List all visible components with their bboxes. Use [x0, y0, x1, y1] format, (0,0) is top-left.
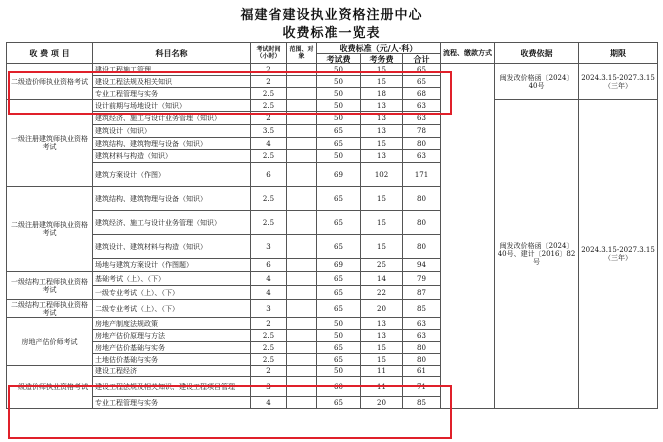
subject-name: 基础考试（上）、（下） — [93, 272, 251, 286]
exam-fee: 50 — [317, 100, 361, 112]
exam-hours: 2 — [251, 112, 287, 125]
exam-fee: 50 — [317, 366, 361, 377]
applicant-scope — [287, 76, 317, 88]
affairs-fee: 15 — [361, 235, 403, 259]
applicant-scope — [287, 397, 317, 409]
applicant-scope — [287, 138, 317, 150]
exam-hours: 2.5 — [251, 211, 287, 235]
total-fee: 78 — [403, 125, 441, 138]
exam-hours: 2.5 — [251, 100, 287, 112]
exam-fee: 50 — [317, 64, 361, 76]
exam-fee: 65 — [317, 138, 361, 150]
validity-period: 2024.3.15-2027.3.15（三年） — [579, 64, 658, 100]
subject-name: 专业工程管理与实务 — [93, 397, 251, 409]
applicant-scope — [287, 300, 317, 318]
header-applicant: 范围、对象 — [287, 43, 317, 64]
fee-basis: 闽发改价格函〔2024〕40号、建计〔2016〕82号 — [495, 100, 579, 409]
applicant-scope — [287, 377, 317, 397]
affairs-fee: 13 — [361, 100, 403, 112]
exam-fee: 50 — [317, 330, 361, 342]
subject-name: 一级专业考试（上）、（下） — [93, 286, 251, 300]
total-fee: 94 — [403, 259, 441, 272]
validity-period: 2024.3.15-2027.3.15（三年） — [579, 100, 658, 409]
affairs-fee: 11 — [361, 366, 403, 377]
total-fee: 65 — [403, 76, 441, 88]
total-fee: 63 — [403, 330, 441, 342]
applicant-scope — [287, 259, 317, 272]
exam-fee: 65 — [317, 286, 361, 300]
exam-fee: 50 — [317, 150, 361, 163]
exam-fee: 60 — [317, 377, 361, 397]
exam-hours: 3 — [251, 235, 287, 259]
total-fee: 80 — [403, 235, 441, 259]
affairs-fee: 20 — [361, 397, 403, 409]
page-subtitle: 收费标准一览表 — [282, 26, 381, 41]
exam-category: 一级结构工程师执业资格考试 — [7, 272, 93, 300]
exam-hours: 6 — [251, 163, 287, 187]
subject-name: 设计前期与场地设计（知识） — [93, 100, 251, 112]
exam-fee: 65 — [317, 397, 361, 409]
header-basis: 收费依据 — [495, 43, 579, 64]
total-fee: 63 — [403, 150, 441, 163]
exam-fee: 65 — [317, 300, 361, 318]
header-period: 期限 — [579, 43, 658, 64]
subject-name: 建设工程经济 — [93, 366, 251, 377]
exam-fee: 50 — [317, 112, 361, 125]
exam-hours: 3.5 — [251, 125, 287, 138]
affairs-fee: 18 — [361, 88, 403, 100]
affairs-fee: 102 — [361, 163, 403, 187]
affairs-fee: 13 — [361, 318, 403, 330]
affairs-fee: 13 — [361, 150, 403, 163]
header-subject: 科目名称 — [93, 43, 251, 64]
exam-hours: 2 — [251, 76, 287, 88]
total-fee: 63 — [403, 112, 441, 125]
total-fee: 80 — [403, 138, 441, 150]
total-fee: 85 — [403, 300, 441, 318]
applicant-scope — [287, 88, 317, 100]
exam-fee: 65 — [317, 125, 361, 138]
total-fee: 68 — [403, 88, 441, 100]
exam-hours: 4 — [251, 138, 287, 150]
exam-hours: 4 — [251, 272, 287, 286]
affairs-fee: 15 — [361, 76, 403, 88]
subject-name: 房地产制度法规政策 — [93, 318, 251, 330]
subject-name: 建筑设计（知识） — [93, 125, 251, 138]
exam-hours: 6 — [251, 259, 287, 272]
applicant-scope — [287, 342, 317, 354]
applicant-scope — [287, 354, 317, 366]
exam-category: 二级注册建筑师执业资格考试 — [7, 187, 93, 272]
affairs-fee: 15 — [361, 187, 403, 211]
applicant-scope — [287, 211, 317, 235]
exam-hours: 4 — [251, 397, 287, 409]
subject-name: 建筑方案设计（作图） — [93, 163, 251, 187]
applicant-scope — [287, 272, 317, 286]
total-fee: 65 — [403, 64, 441, 76]
total-fee: 71 — [403, 377, 441, 397]
applicant-scope — [287, 187, 317, 211]
header-exam-time: 考试时间（小时） — [251, 43, 287, 64]
applicant-scope — [287, 150, 317, 163]
applicant-scope — [287, 366, 317, 377]
exam-hours: 2.5 — [251, 354, 287, 366]
fee-table — [6, 42, 658, 409]
payment-process — [441, 64, 495, 409]
header-total: 合计 — [403, 54, 441, 64]
subject-name: 建设工程法规及相关知识、建设工程项目管理 — [93, 377, 251, 397]
total-fee: 87 — [403, 286, 441, 300]
applicant-scope — [287, 163, 317, 187]
affairs-fee: 20 — [361, 300, 403, 318]
subject-name: 建筑经济、施工与设计业务管理（知识） — [93, 112, 251, 125]
header-item: 收 费 项 目 — [7, 43, 93, 64]
exam-fee: 65 — [317, 342, 361, 354]
exam-fee: 65 — [317, 235, 361, 259]
fee-basis: 闽发改价格函〔2024〕40号 — [495, 64, 579, 100]
subject-name: 建设工程法规及相关知识 — [93, 76, 251, 88]
applicant-scope — [287, 64, 317, 76]
header-process: 流程、缴款方式 — [441, 43, 495, 64]
total-fee: 61 — [403, 366, 441, 377]
exam-fee: 65 — [317, 211, 361, 235]
header-affairs-fee: 考务费 — [361, 54, 403, 64]
exam-category: 一级造价师执业资格考试 — [7, 366, 93, 409]
subject-name: 土地估价基础与实务 — [93, 354, 251, 366]
total-fee: 85 — [403, 397, 441, 409]
total-fee: 63 — [403, 100, 441, 112]
subject-name: 建筑结构、建筑物理与设备（知识） — [93, 187, 251, 211]
exam-hours: 2.5 — [251, 342, 287, 354]
affairs-fee: 13 — [361, 330, 403, 342]
exam-fee: 50 — [317, 88, 361, 100]
applicant-scope — [287, 125, 317, 138]
header-fee-standard: 收费标准（元/人·科） — [317, 43, 441, 54]
applicant-scope — [287, 112, 317, 125]
affairs-fee: 15 — [361, 342, 403, 354]
page-title: 福建省建设执业资格注册中心 — [240, 8, 423, 23]
exam-hours: 4 — [251, 286, 287, 300]
affairs-fee: 13 — [361, 112, 403, 125]
subject-name: 建筑设计、建筑材料与构造（知识） — [93, 235, 251, 259]
subject-name: 建设工程施工管理 — [93, 64, 251, 76]
exam-fee: 65 — [317, 272, 361, 286]
exam-category: 二级结构工程师执业资格考试 — [7, 300, 93, 318]
exam-category: 房地产估价师考试 — [7, 318, 93, 366]
subject-name: 专业工程管理与实务 — [93, 88, 251, 100]
table-row — [7, 64, 658, 76]
exam-fee: 69 — [317, 259, 361, 272]
affairs-fee: 22 — [361, 286, 403, 300]
subject-name: 建筑经济、施工与设计业务管理（知识） — [93, 211, 251, 235]
applicant-scope — [287, 100, 317, 112]
exam-hours: 3 — [251, 377, 287, 397]
total-fee: 80 — [403, 187, 441, 211]
exam-fee: 69 — [317, 163, 361, 187]
affairs-fee: 14 — [361, 272, 403, 286]
table-row — [7, 100, 658, 112]
affairs-fee: 15 — [361, 354, 403, 366]
total-fee: 79 — [403, 272, 441, 286]
subject-name: 房地产估价原理与方法 — [93, 330, 251, 342]
exam-hours: 2 — [251, 64, 287, 76]
exam-hours: 2.5 — [251, 187, 287, 211]
exam-category: 二级造价师执业资格考试 — [7, 64, 93, 100]
exam-fee: 50 — [317, 318, 361, 330]
total-fee: 80 — [403, 342, 441, 354]
affairs-fee: 15 — [361, 211, 403, 235]
applicant-scope — [287, 318, 317, 330]
header-exam-fee: 考试费 — [317, 54, 361, 64]
applicant-scope — [287, 330, 317, 342]
total-fee: 80 — [403, 354, 441, 366]
subject-name: 建筑结构、建筑物理与设备（知识） — [93, 138, 251, 150]
subject-name: 建筑材料与构造（知识） — [93, 150, 251, 163]
subject-name: 房地产估价基础与实务 — [93, 342, 251, 354]
total-fee: 63 — [403, 318, 441, 330]
total-fee: 80 — [403, 211, 441, 235]
affairs-fee: 15 — [361, 138, 403, 150]
applicant-scope — [287, 286, 317, 300]
affairs-fee: 25 — [361, 259, 403, 272]
affairs-fee: 13 — [361, 125, 403, 138]
exam-hours: 3 — [251, 300, 287, 318]
subject-name: 二级专业考试（上）、（下） — [93, 300, 251, 318]
exam-hours: 2.5 — [251, 88, 287, 100]
applicant-scope — [287, 235, 317, 259]
affairs-fee: 15 — [361, 64, 403, 76]
total-fee: 171 — [403, 163, 441, 187]
exam-hours: 2 — [251, 318, 287, 330]
exam-fee: 65 — [317, 187, 361, 211]
affairs-fee: 11 — [361, 377, 403, 397]
exam-fee: 65 — [317, 354, 361, 366]
subject-name: 场地与建筑方案设计（作图题） — [93, 259, 251, 272]
exam-hours: 2 — [251, 366, 287, 377]
exam-category: 一级注册建筑师执业资格考试 — [7, 100, 93, 187]
exam-hours: 2.5 — [251, 330, 287, 342]
exam-fee: 50 — [317, 76, 361, 88]
exam-hours: 2.5 — [251, 150, 287, 163]
